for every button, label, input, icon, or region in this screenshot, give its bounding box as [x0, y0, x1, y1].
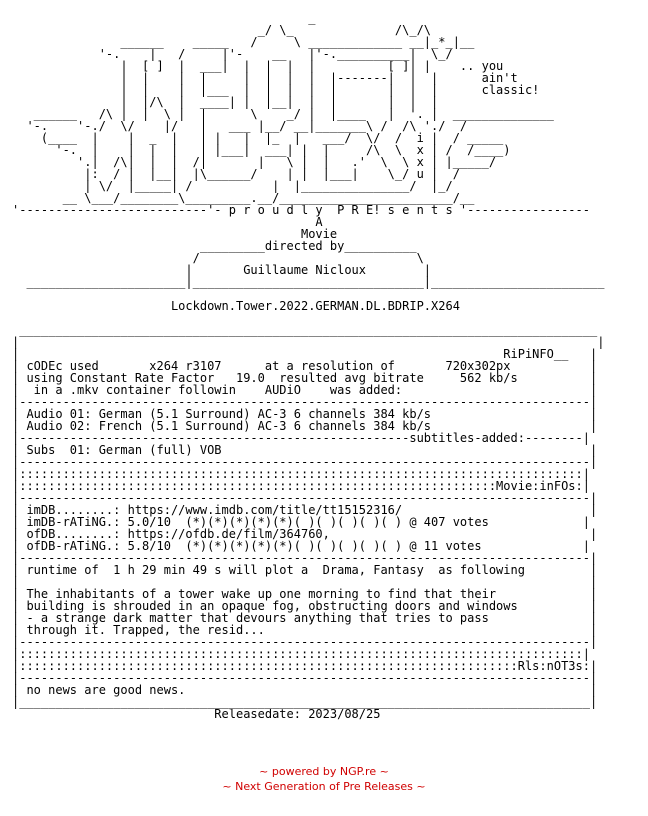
nfo-line: |-------------------------------------------------------------------------------|	[12, 395, 598, 409]
nfo-line: |-------------------------------------------------------------------------------|	[12, 671, 598, 685]
nfo-line: | Guillaume Nicloux |	[12, 263, 432, 277]
nfo-line: | |/\ | ____| | |__| | | | | |	[12, 95, 439, 109]
nfo-line: | no news are good news. |	[12, 683, 598, 697]
nfo-line: | | | | | | | | |-------| | | ain't	[12, 71, 518, 85]
nfo-line: | ofDB-rATiNG.: 5.8/10 (*)(*)(*)(*)(*)( )( )( )( )( ) @ 11 votes |	[12, 539, 590, 553]
nfo-line: | The inhabitants of a tower wake up one morning to find that their |	[12, 587, 598, 601]
nfo-line: | |	[12, 335, 605, 349]
nfo-line: _/ \_ /\_/\	[12, 23, 432, 37]
nfo-line: ______ /\ | | \ | | \ _/ | |____ | '. | ______________	[12, 107, 554, 121]
footer	[0, 764, 648, 794]
nfo-line: | | | |___ | | | | | | | | classic!	[12, 83, 540, 97]
nfo-line: |_______________________________________________________________________________|	[12, 695, 598, 709]
nfo-line: |: / | |__| |\______/ | | |___| \_/ u | /	[12, 167, 460, 181]
nfo-line: _________directed by__________	[12, 239, 417, 253]
nfo-line: A	[12, 215, 323, 229]
nfo-line: '-. | | | | | |___| ___| | | /\ \ x | / /____)	[12, 143, 511, 157]
nfo-line: '--------------------------'- p r o u d l y P R E! s e n t s '-----------------	[12, 203, 590, 217]
nfo-line: | cODEc used x264 r3107 at a resolution of 720x302px |	[12, 359, 598, 373]
nfo-line: '.| /\| | | /| | \ | | .' \ \ x | |_____/	[12, 155, 497, 169]
nfo-line: ______________________|________________________________|________________________	[12, 275, 605, 289]
nfo-line: |-------------------------------------------------------------------------------|	[12, 491, 598, 505]
nfo-line: ________________________________________________________________________________	[12, 323, 598, 337]
nfo-line: Lockdown.Tower.2022.GERMAN.DL.BDRIP.X264	[12, 299, 460, 313]
nfo-line: | building is shrouded in an opaque fog, obstructing doors and windows |	[12, 599, 598, 613]
nfo-line: | |	[12, 575, 598, 589]
nfo-line: |-------------------------------------------------------------------------------|	[12, 551, 598, 565]
nfo-line: (____ | | _ | | | | |_ | ___/ \/ / i | / _____	[12, 131, 504, 145]
nfo-line: _	[12, 11, 316, 25]
nfo-line: | in a .mkv container followin AUDiO was added: |	[12, 383, 598, 397]
nfo-line: | [ ] | ___| | | | | [ ]| | .. you	[12, 59, 504, 73]
nfo-line: | RiPiNFO__ |	[12, 347, 598, 361]
nfo-line: |::::::::::::::::::::::::::::::::::::::::::::::::::::::::::::::::::::::::::::::|	[12, 467, 590, 481]
footer-tagline: ~ Next Generation of Pre Releases ~	[222, 780, 426, 793]
nfo-line: __ \___/________\_________.__/________________________/__	[12, 191, 475, 205]
nfo-line: | Subs 01: German (full) VOB |	[12, 443, 598, 457]
nfo-line: Movie	[12, 227, 338, 241]
nfo-line: |-------------------------------------------------------------------------------|	[12, 635, 598, 649]
nfo-line: |------------------------------------------------------subtitles-added:--------|	[12, 431, 590, 445]
nfo-line: '-. '-./ \/ |/ | ___ |__/ __|_______\ / /\ './ /	[12, 119, 468, 133]
nfo-line: | through it. Trapped, the resid... |	[12, 623, 598, 637]
nfo-line: | imDB-rATiNG.: 5.0/10 (*)(*)(*)(*)(*)( )( )( )( )( ) @ 407 votes |	[12, 515, 590, 529]
nfo-line: |::::::::::::::::::::::::::::::::::::::::::::::::::::::::::::::::::Movie:inFOs:|	[12, 479, 590, 493]
nfo-line: | Audio 02: French (5.1 Surround) AC-3 6 channels 384 kb/s |	[12, 419, 598, 433]
nfo-line: Releasedate: 2023/08/25	[12, 707, 381, 721]
nfo-line: |:::::::::::::::::::::::::::::::::::::::::::::::::::::::::::::::::::::Rls:nOT3s:|	[12, 659, 598, 673]
nfo-line: |-------------------------------------------------------------------------------|	[12, 455, 598, 469]
nfo-text-block	[12, 12, 604, 720]
nfo-line: '-. | / |'- __ |'-.__________| \_/	[12, 47, 453, 61]
nfo-line: |::::::::::::::::::::::::::::::::::::::::::::::::::::::::::::::::::::::::::::::|	[12, 647, 590, 661]
nfo-line: | \/ |_____| / | |_______________/ |_/	[12, 179, 453, 193]
nfo-line: | Audio 01: German (5.1 Surround) AC-3 6 channels 384 kb/s |	[12, 407, 598, 421]
nfo-line: | imDB........: https://www.imdb.com/title/tt15152316/ |	[12, 503, 598, 517]
nfo-line: | using Constant Rate Factor 19.0 resulted avg bitrate 562 kb/s |	[12, 371, 598, 385]
nfo-line: | ofDB........: https://ofdb.de/film/364760, |	[12, 527, 598, 541]
nfo-line: | - a strange dark matter that devours anything that tries to pass |	[12, 611, 598, 625]
nfo-line: | runtime of 1 h 29 min 49 s will plot a Drama, Fantasy as following |	[12, 563, 598, 577]
nfo-line: / \	[12, 251, 424, 265]
footer-powered-by: ~ powered by NGP.re ~	[259, 765, 389, 778]
nfo-line: ______ _____ / \ _____________ __|_*_|__	[12, 35, 475, 49]
